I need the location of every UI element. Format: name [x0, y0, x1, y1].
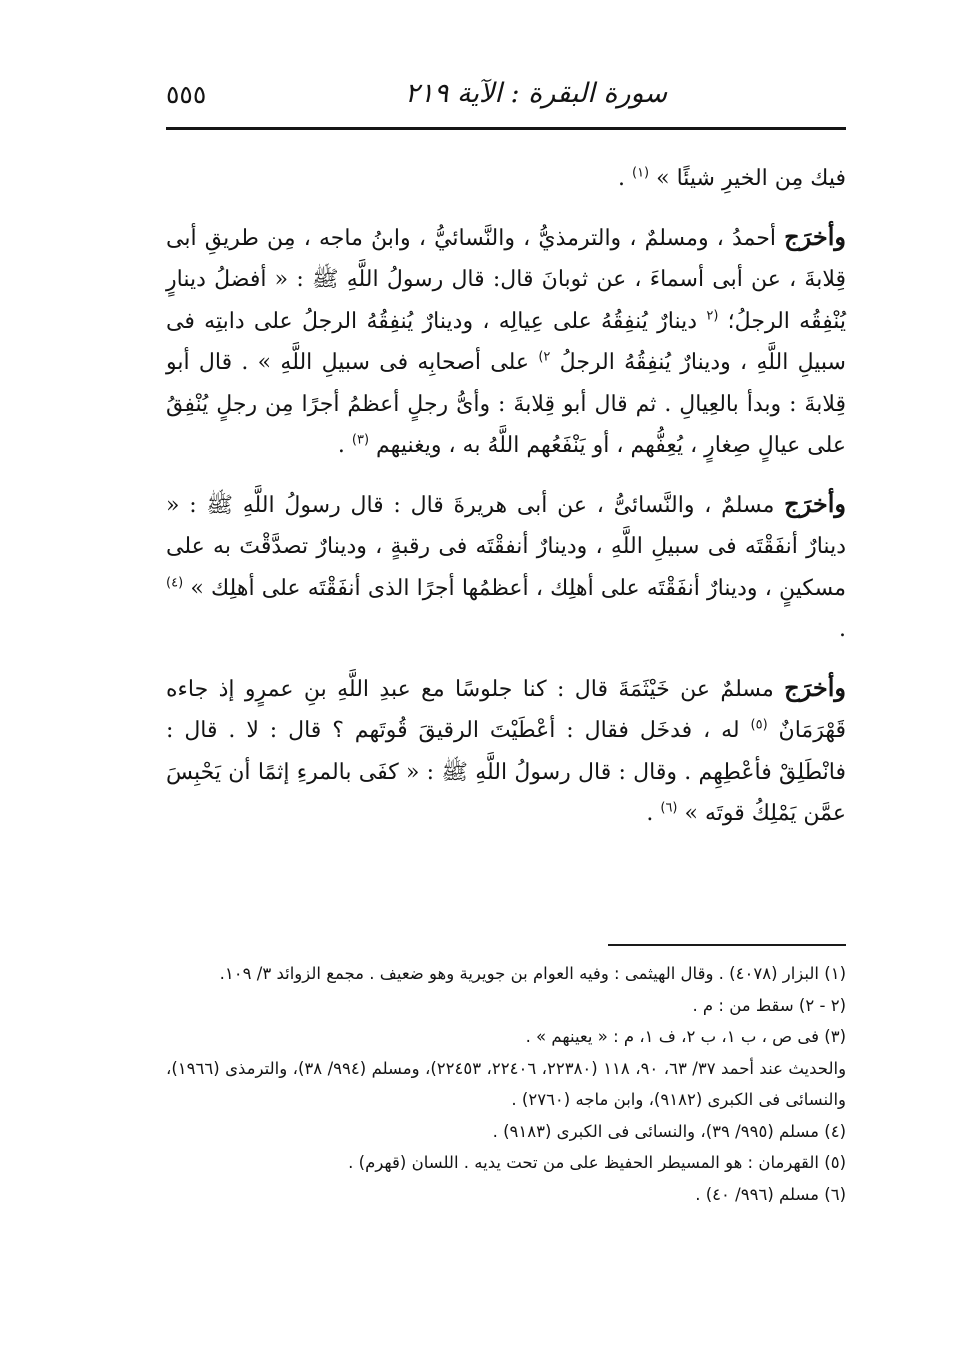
footnote-ref: (١): [631, 165, 650, 181]
paragraph-text: مسلمٌ ، والنَّسائىُّ ، عن أبى هريرةَ قال : قال رسولُ اللَّهِ ﷺ : « دينارٌ أنفَقْتَه فى سبيلِ اللَّهِ ، ودينارٌ أنفقْتَه فى رقبةٍ ، ودينارٌ تصدَّقْتَ به على مسكينٍ ، ودينارٌ أنفَقْتَه على أهلِك ، أعظمُها أجرًا الذى أنفَقْتَه على أهلِك »: [166, 492, 846, 601]
footnote-ref: (٦): [660, 800, 678, 816]
header-rule: [166, 127, 846, 130]
paragraph-end: .: [839, 617, 846, 642]
footnote-ref: (٥): [750, 717, 768, 733]
paragraph-3: [166, 483, 846, 651]
paragraph-text: فيك مِن الخيرِ شيئًا »: [649, 166, 846, 191]
paragraph-4: [166, 667, 846, 835]
paragraph-text: أحمدُ ، ومسلمٌ ، والترمذيُّ ، والنَّسائيُّ ، وابنُ ماجه ، مِن طريقِ أبى قِلابةَ ، عن أبى أسماءَ ، عن ثوبانَ قال: قال رسولُ اللَّهِ ﷺ : « أفضلُ دينارٍ يُنْفِقُه الرجلُ؛: [166, 225, 846, 334]
footnote-1: (١) البزار (٤٠٧٨) . وقال الهيثمى : وفيه العوام بن جويرية وهو ضعيف . مجمع الزوائد ٣/ ١٠٩.: [219, 964, 846, 983]
paragraph-text: مسلمٌ عن خَيْثَمَةَ قال : كنا جلوسًا مع عبدِ اللَّهِ بنِ عمرٍو إذ جاءه قَهْرَمَانٌ: [166, 676, 846, 743]
paragraph-end: .: [646, 801, 661, 826]
paragraph-2: [166, 216, 846, 467]
footnote-6: (٦) مسلم (٩٩٦/ ٤٠) .: [695, 1184, 846, 1204]
paragraph-lead: وأخرَج: [784, 488, 846, 518]
paragraph-1: [166, 158, 846, 200]
page-number: ٥٥٥: [166, 80, 207, 109]
footnote-ref: ٢): [538, 349, 551, 365]
paragraph-text: له ، فدخَل فقال : أعْطَيْتَ الرقيقَ قُوتَهم ؟ قال : لا . قال : فانْطَلِقْ فأعْطِهِم . وقال : قال رسولُ اللَّهِ ﷺ : « كفَى بالمرءِ إثمًا أن يَحْبِسَ عمَّن يَمْلِكُ قوتَه »: [166, 718, 846, 826]
paragraph-lead: وأخرَج: [784, 672, 846, 702]
footnote-2: (٢ - ٢) سقط من : م .: [692, 995, 846, 1015]
footnote-ref: (٣): [351, 432, 370, 448]
footnote-3: (٣) فى ص ، ب ١، ب ٢، ف ١، م : « يعينهم » .: [525, 1027, 846, 1046]
footnote-5: (٥) القهرمان : هو المسيطر الحفيظ على من تحت يديه . اللسان (قهرم) .: [348, 1153, 846, 1172]
paragraph-lead: وأخرَج: [784, 221, 846, 251]
footnote-ref: (٢: [706, 308, 719, 324]
paragraph-text: دينارٌ يُنفِقُهُ على عِيالِه ، ودينارٌ يُنفِقُهُ الرجلُ على دابتِه فى سبيلِ اللَّهِ ، ودينارٌ يُنفِقُهُ الرجلُ: [166, 308, 846, 375]
paragraph-end: .: [337, 433, 352, 458]
footnote-ref: (٤): [166, 575, 184, 591]
footnote-4: (٤) مسلم (٩٩٥/ ٣٩)، والنسائى فى الكبرى (٩١٨٣) .: [492, 1121, 846, 1141]
footnote-3-continuation: والحديث عند أحمد ٣٧/ ٦٣، ٩٠، ١١٨ (٢٢٣٨٠، ٢٢٤٠٦، ٢٢٤٥٣)، ومسلم (٩٩٤/ ٣٨)، والترمذى (١٩٦٦)، والنسائى فى الكبرى (٩١٨٢)، وابن ماجه (٢٧٦٠) .: [166, 1058, 847, 1109]
paragraph-end: .: [617, 166, 632, 191]
paragraph-text: على أصحابِه فى سبيلِ اللَّهِ » . قال أبو قِلابةَ : وبدأ بالعِيالِ . ثم قال أبو قِلابةَ : وأىُّ رجلٍ أعظمُ أجرًا مِن رجلٍ يُنْفِقُ على عيالٍ صِغارٍ ، يُعِفُّهم ، أو يَنْفَعُهم اللَّهُ به ، ويغنيهم: [166, 350, 846, 458]
footnotes: [166, 958, 846, 1210]
main-text: [166, 158, 846, 835]
footnote-separator: [608, 944, 846, 946]
page-header: [166, 74, 846, 124]
running-title: سورة البقرة : الآية ٢١٩: [404, 78, 668, 109]
